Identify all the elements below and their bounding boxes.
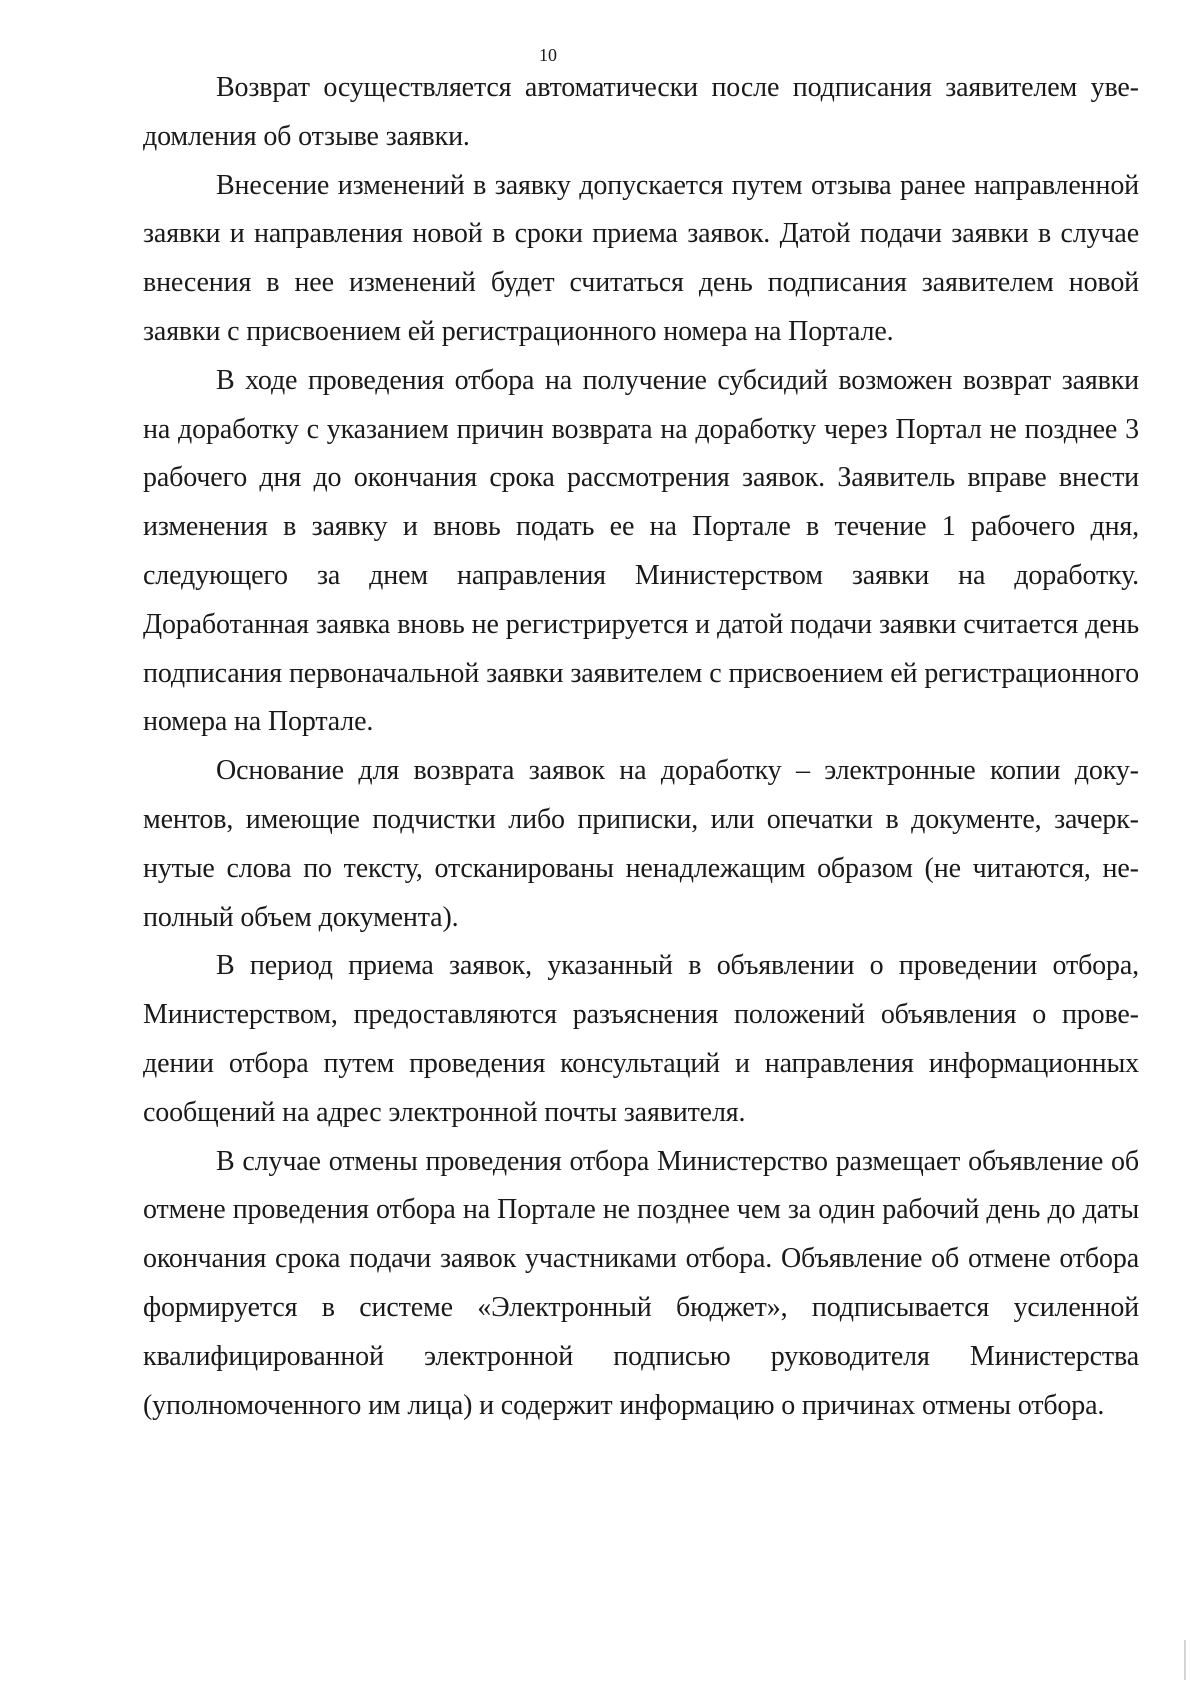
page-number: 10 [539,45,557,65]
paragraph-application-changes: Внесение изменений в заявку допускается путем отзыва ранее направленной заявки и направления новой в сроки приема заявок. Датой подачи заявки в случае внесения в нее изменений будет считаться день подписания заявителем новой заявки с присвоением ей регистрационного номера на Портале. [143,169,1139,347]
scan-edge-mark [1184,1640,1186,1680]
paragraph-withdrawal-return: Возврат осуществляется автоматически после подписания заявителем уведомления об отзыве заявки. [143,72,1139,152]
document-body [143,64,1139,1430]
paragraph-return-for-revision: В ходе проведения отбора на получение субсидий возможен возврат заявки на доработку с указанием причин возврата на доработку через Портал не позднее 3 рабочего дня до окончания срока рассмотрения заявок. Заявитель вправе внести изменения в заявку и вновь подать ее на Портале в течение 1 рабочего дня, следующего за днем направления Министерством заявки на доработку. Доработанная заявка вновь не регистрируется и датой подачи заявки считается день подписания первоначальной заявки заявителем с присвоением ей регистрационного номера на Портале. [143,364,1139,738]
paragraph-clarifications: В период приема заявок, указанный в объявлении о проведении отбора, Министерством, предоставляются разъяснения положений объявления о проведении отбора путем проведения консультаций и направления информационных сообщений на адрес электронной почты заявителя. [143,950,1139,1128]
paragraph-selection-cancellation: В случае отмены проведения отбора Министерство размещает объявление об отмене проведения отбора на Портале не позднее чем за один рабочий день до даты окончания срока подачи заявок участниками отбора. Объявление об отмене отбора формируется в системе «Электронный бюджет», подписывается усиленной квалифицированной электронной подписью руководителя Министерства (уполномоченного им лица) и содержит информацию о причинах отмены отбора. [143,1145,1139,1421]
paragraph-grounds-for-return: Основание для возврата заявок на доработку – электронные копии документов, имеющие подчистки либо приписки, или опечатки в документе, зачеркнутые слова по тексту, отсканированы ненадлежащим образом (не читаются, неполный объем документа). [143,755,1139,933]
